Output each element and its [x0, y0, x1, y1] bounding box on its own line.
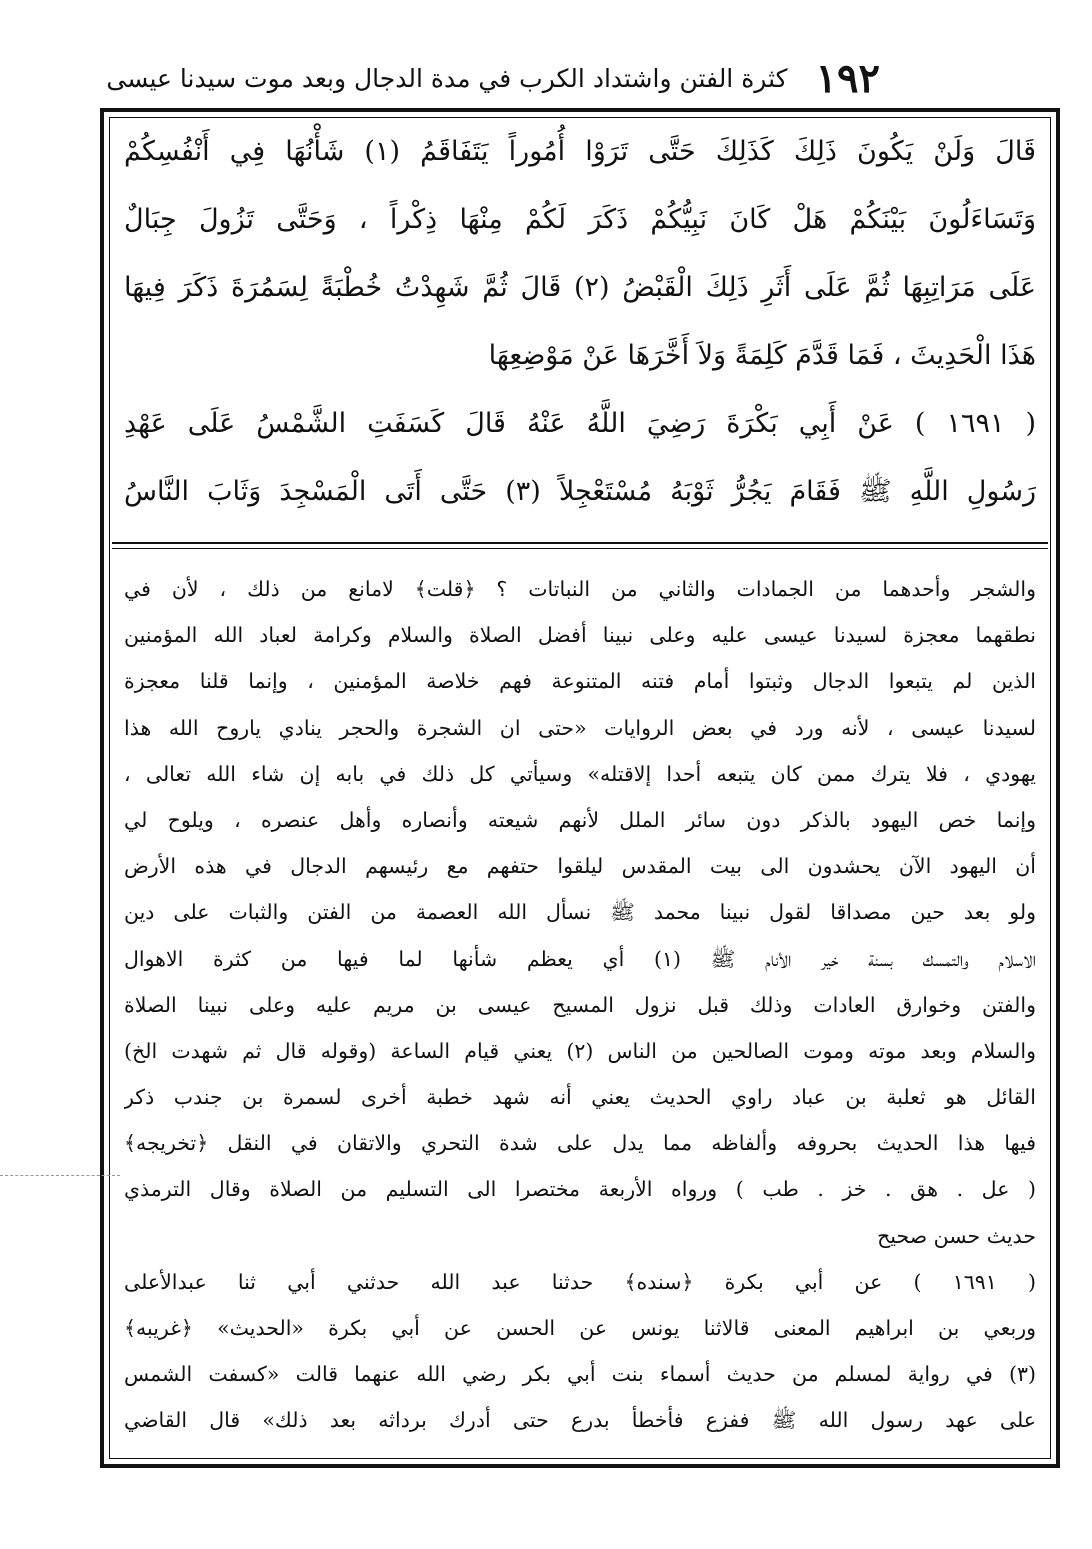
section-divider — [112, 542, 1048, 544]
main-text-line: قَالَ وَلَنْ يَكُونَ ذَلِكَ كَذَلِكَ حَتَّى تَرَوْا أُمُوراً يَتَفَاقَمُ (١) شَأْنُهَا فِي أَنْفُسِكُمْ — [124, 136, 1036, 167]
running-title: كثرة الفتن واشتداد الكرب في مدة الدجال وبعد موت سيدنا عيسى — [106, 63, 788, 93]
commentary-line: القائل هو ثعلبة بن عباد راوي الحديث يعني أنه شهد خطبة أخرى لسمرة بن جندب ذكر — [124, 1085, 1036, 1110]
section-divider-thin — [112, 548, 1048, 549]
commentary-line: ولو بعد حين مصداقا لقول نبينا محمد ﷺ نسأل الله العصمة من الفتن والثبات على دين — [124, 900, 1036, 925]
page-number: ١٩٢ — [815, 54, 880, 102]
commentary-line: والسلام وبعد موته وموت الصالحين من الناس (٢) يعني قيام الساعة (وقوله قال ثم شهدت الخ) — [124, 1038, 1036, 1063]
hadith-main-text — [124, 118, 1036, 538]
main-text-line: رَسُولِ اللَّهِ ﷺ فَقَامَ يَجُرُّ ثَوْبَهُ مُسْتَعْجِلاً (٣) حَتَّى أَتَى الْمَسْجِدَ وَثَابَ النَّاسُ — [124, 476, 1036, 507]
commentary-line: والفتن وخوارق العادات وذلك قبل نزول المسيح عيسى بن مريم عليه وعلى نبينا الصلاة — [124, 992, 1036, 1017]
commentary-line: وربعي بن ابراهيم المعنى قالاثنا يونس عن الحسن عن أبي بكرة «الحديث» ﴿غريبه﴾ — [124, 1316, 1036, 1340]
scan-artifact-line — [0, 1175, 120, 1176]
commentary-line: أن اليهود الآن يحشدون الى بيت المقدس ليلقوا حتفهم مع رئيسهم الدجال في هذه الأرض — [124, 854, 1036, 879]
commentary-line: والشجر وأحدهما من الجمادات والثاني من النباتات ؟ ﴿قلت﴾ لامانع من ذلك ، لأن في — [124, 577, 1036, 601]
main-text-line: ( ١٦٩١ ) عَنْ أَبِي بَكْرَةَ رَضِيَ اللَّهُ عَنْهُ قَالَ كَسَفَتِ الشَّمْسُ عَلَى عَهْدِ — [124, 408, 1036, 439]
commentary-line: ( عل . هق . خز . طب ) ورواه الأربعة مختصرا الى التسليم من الصلاة وقال الترمذي — [124, 1177, 1036, 1202]
running-header — [106, 52, 880, 104]
commentary-line: الذين لم يتبعوا الدجال وثبتوا أمام فتنه المتنوعة فهم خلاصة المؤمنين ، وإنما قلنا معجزة — [124, 669, 1036, 694]
main-text-line: وَتَسَاءَلُونَ بَيْنَكُمْ هَلْ كَانَ نَبِيُّكُمْ ذَكَرَ لَكُمْ مِنْهَا ذِكْراً ، وَحَتَّى تَزُولَ جِبَالٌ — [124, 204, 1036, 235]
commentary-line: (٣) في رواية لمسلم من حديث أسماء بنت أبي بكر رضي الله عنهما قالت «كسفت الشمس — [124, 1362, 1036, 1387]
commentary-text — [124, 566, 1036, 1444]
commentary-line: لسيدنا عيسى ، لأنه ورد في بعض الروايات «حتى ان الشجرة والحجر ينادي ياروح الله هذا — [124, 715, 1036, 740]
commentary-line: نطقهما معجزة لسيدنا عيسى عليه وعلى نبينا أفضل الصلاة والسلام وكرامة لعباد الله المؤمنين — [124, 623, 1036, 648]
commentary-line: ( ١٦٩١ ) عن أبي بكرة ﴿سنده﴾ حدثنا عبد الله حدثني أبي ثنا عبدالأعلى — [124, 1269, 1036, 1294]
main-text-line: عَلَى مَرَاتِبِهَا ثُمَّ عَلَى أَثَرِ ذَلِكَ الْقَبْضُ (٢) قَالَ ثُمَّ شَهِدْتُ خُطْبَةً لِسَمُرَةَ ذَكَرَ فِيهَا — [124, 272, 1036, 303]
commentary-line: وإنما خص اليهود بالذكر دون سائر الملل لأنهم شيعته وأنصاره وأهل عنصره ، ويلوح لي — [124, 807, 1036, 832]
main-text-line: هَذَا الْحَدِيثَ ، فَمَا قَدَّمَ كَلِمَةً وَلاَ أَخَّرَهَا عَنْ مَوْضِعِهَا — [488, 340, 1036, 371]
commentary-line: فيها هذا الحديث بحروفه وألفاظه مما يدل على شدة التحري والاتقان في النقل ﴿تخريجه﴾ — [124, 1131, 1036, 1156]
commentary-line: على عهد رسول الله ﷺ ففزع فأخطأ بدرع حتى أدرك برداثه بعد ذلك» قال القاضي — [124, 1408, 1036, 1433]
commentary-line: حديث حسن صحيح — [877, 1223, 1036, 1248]
commentary-line: الاسلام والتمسك بسنة خير الأنام ﷺ (١) أي يعظم شأنها لما فيها من كثرة الاهوال — [124, 946, 1036, 971]
commentary-line: يهودي ، فلا يترك ممن كان يتبعه أحدا إلاقتله» وسيأتي كل ذلك في بابه إن شاء الله تعالى ، — [124, 761, 1036, 786]
